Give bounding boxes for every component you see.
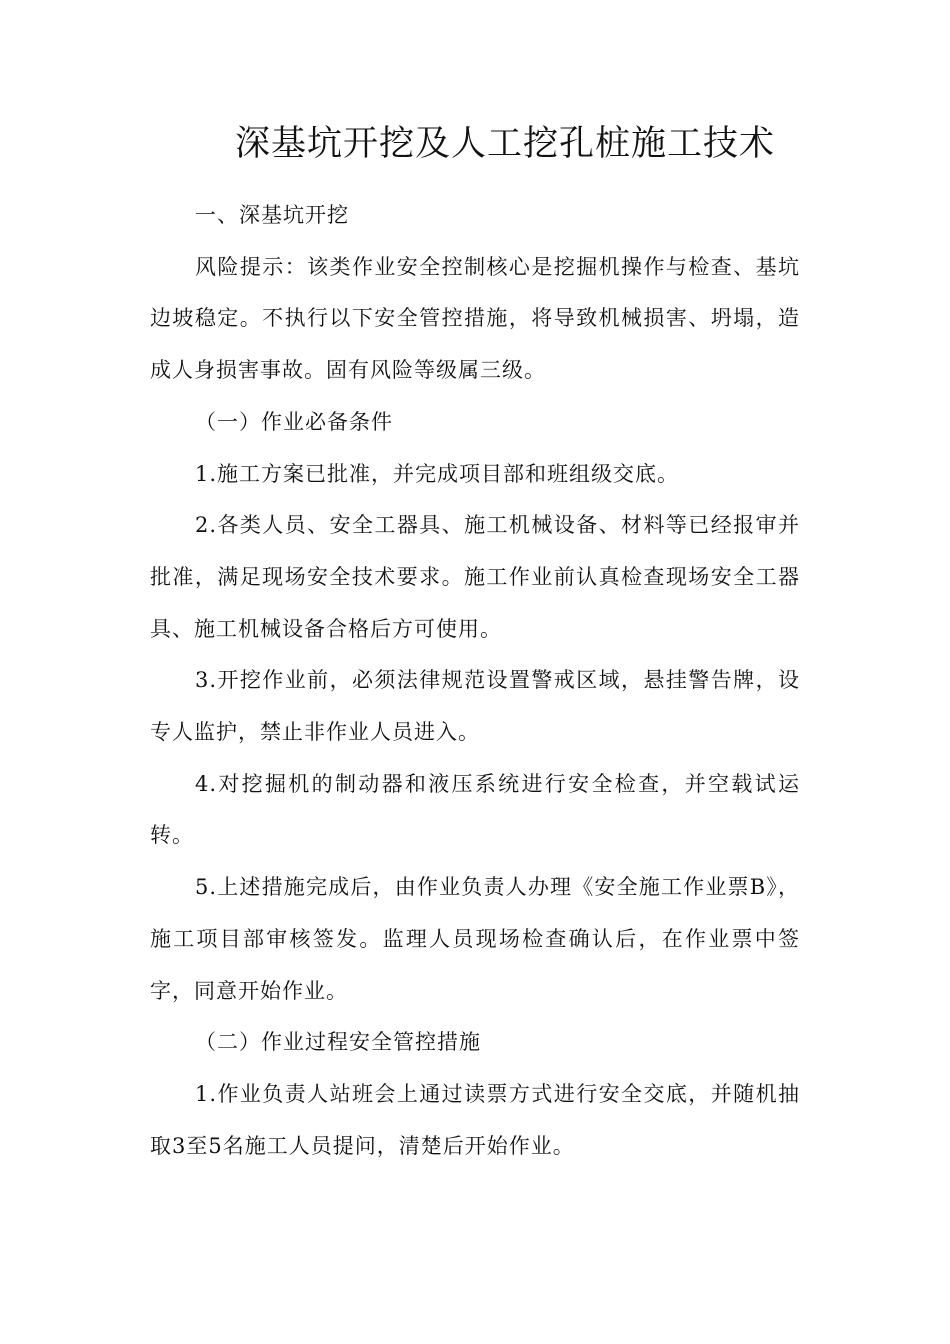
section-heading: 一、深基坑开挖 bbox=[195, 203, 349, 227]
list-item: 1.作业负责人站班会上通过读票方式进行安全交底，并随机抽取3至5名施工人员提问，清楚后开始作业。 bbox=[150, 1081, 800, 1158]
list-item: 2.各类人员、安全工器具、施工机械设备、材料等已经报审并批准，满足现场安全技术要求。施工作业前认真检查现场安全工器具、施工机械设备合格后方可使用。 bbox=[150, 513, 800, 641]
document-title: 深基坑开挖及人工挖孔桩施工技术 bbox=[234, 124, 775, 164]
document-body bbox=[150, 190, 800, 1172]
list-item: 1.施工方案已批准，并完成项目部和班组级交底。 bbox=[195, 461, 680, 486]
list-item: 5.上述措施完成后，由作业负责人办理《安全施工作业票B》，施工项目部审核签发。监理人员现场检查确认后，在作业票中签字，同意开始作业。 bbox=[150, 875, 800, 1003]
subsection-heading: （一）作业必备条件 bbox=[195, 409, 393, 434]
subsection-heading: （二）作业过程安全管控措施 bbox=[195, 1030, 481, 1055]
list-item: 4.对挖掘机的制动器和液压系统进行安全检查，并空载试运转。 bbox=[150, 771, 800, 848]
risk-notice-paragraph: 风险提示：该类作业安全控制核心是挖掘机操作与检查、基坑边坡稳定。不执行以下安全管控措施，将导致机械损害、坍塌，造成人身损害事故。固有风险等级属三级。 bbox=[150, 254, 800, 383]
list-item: 3.开挖作业前，必须法律规范设置警戒区域，悬挂警告牌，设专人监护，禁止非作业人员进入。 bbox=[150, 668, 800, 745]
